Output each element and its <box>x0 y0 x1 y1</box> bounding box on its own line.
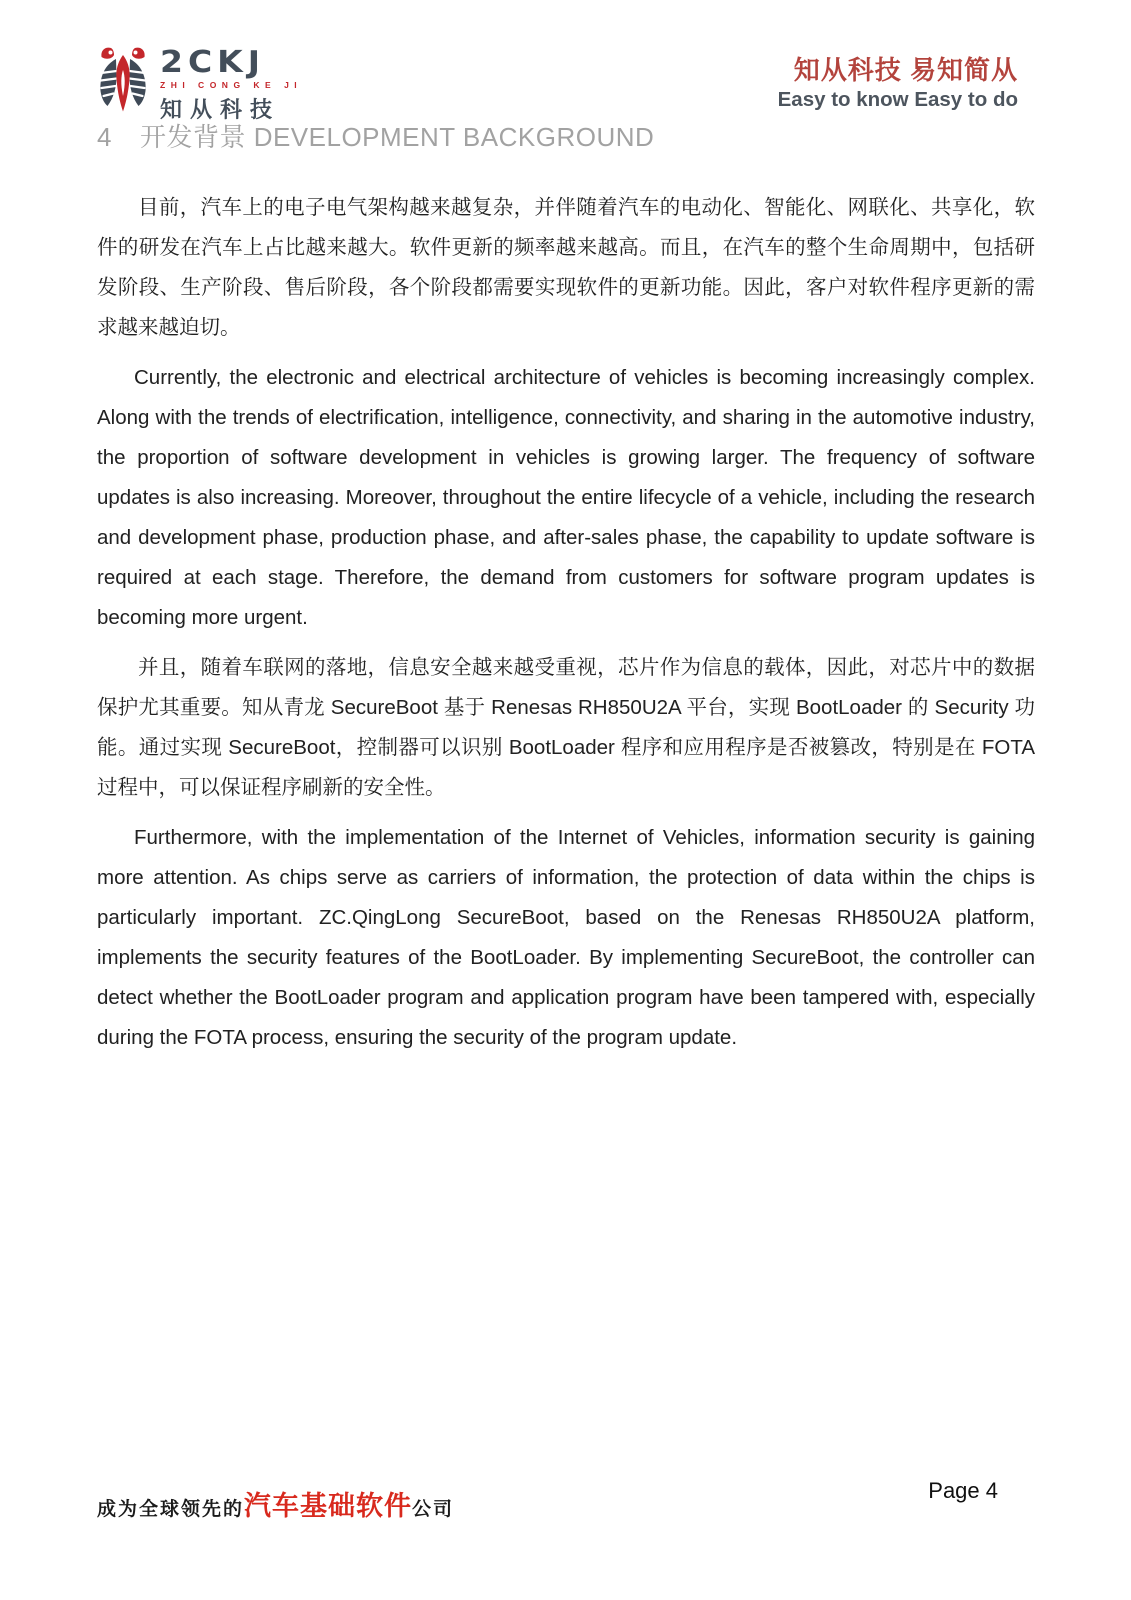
document-body <box>97 188 1035 1068</box>
slogan-highlight: 汽车基础软件 <box>244 1491 413 1521</box>
logo-company-name: 知从科技 <box>160 97 281 122</box>
section-title: 开发背景 DEVELOPMENT BACKGROUND <box>139 122 655 152</box>
logo-pinyin: ZHI CONG KE JI <box>160 80 303 90</box>
logo-wordmark: 2CKJ <box>160 43 266 80</box>
paragraph-en-2: Furthermore, with the implementation of the Internet of Vehicles, information security is gaining more attention. As chips serve as carriers of information, the protection of data within the chips is particularly important. ZC.QingLong SecureBoot, based on the Renesas RH850U2A platform, implements the security features of the BootLoader. By implementing SecureBoot, the controller can detect whether the BootLoader program and application program have been tampered with, especially during the FOTA process, ensuring the security of the program update. <box>97 826 1035 1049</box>
footer-slogan <box>97 1484 454 1523</box>
bull-emblem-icon <box>97 46 149 112</box>
page-number: Page 4 <box>928 1478 998 1503</box>
section-number: 4 <box>97 122 112 152</box>
tagline-english: Easy to know Easy to do <box>777 88 1018 111</box>
paragraph-cn-2: 并且，随着车联网的落地，信息安全越来越受重视，芯片作为信息的载体，因此，对芯片中的数据保护尤其重要。知从青龙 SecureBoot 基于 Renesas RH850U2A 平台，实现 BootLoader 的 Security 功能。通过实现 SecureBoot，控制器可以识别 BootLoader 程序和应用程序是否被篡改，特别是在 FOTA 过程中，可以保证程序刷新的安全性。 <box>97 656 1035 799</box>
tagline-chinese: 知从科技 易知简从 <box>793 55 1018 85</box>
logo-text-block <box>160 43 303 124</box>
paragraph-en-1: Currently, the electronic and electrical architecture of vehicles is becoming increasingly complex. Along with the trends of electrification, intelligence, connectivity, and sharing in the automotive industry, the proportion of software development in vehicles is growing larger. The frequency of software updates is also increasing. Moreover, throughout the entire lifecycle of a vehicle, including the research and development phase, production phase, and after-sales phase, the capability to update software is required at each stage. Therefore, the demand from customers for software program updates is becoming more urgent. <box>97 366 1035 629</box>
page-header <box>97 43 1018 124</box>
paragraph-cn-1: 目前，汽车上的电子电气架构越来越复杂，并伴随着汽车的电动化、智能化、网联化、共享化，软件的研发在汽车上占比越来越大。软件更新的频率越来越高。而且，在汽车的整个生命周期中，包括研发阶段、生产阶段、售后阶段，各个阶段都需要实现软件的更新功能。因此，客户对软件程序更新的需求越来越迫切。 <box>97 196 1035 339</box>
section-heading <box>97 117 654 154</box>
company-logo <box>97 43 303 124</box>
slogan-prefix: 成为全球领先的 <box>97 1499 245 1520</box>
header-taglines <box>778 55 1018 111</box>
slogan-suffix: 公司 <box>412 1499 455 1520</box>
